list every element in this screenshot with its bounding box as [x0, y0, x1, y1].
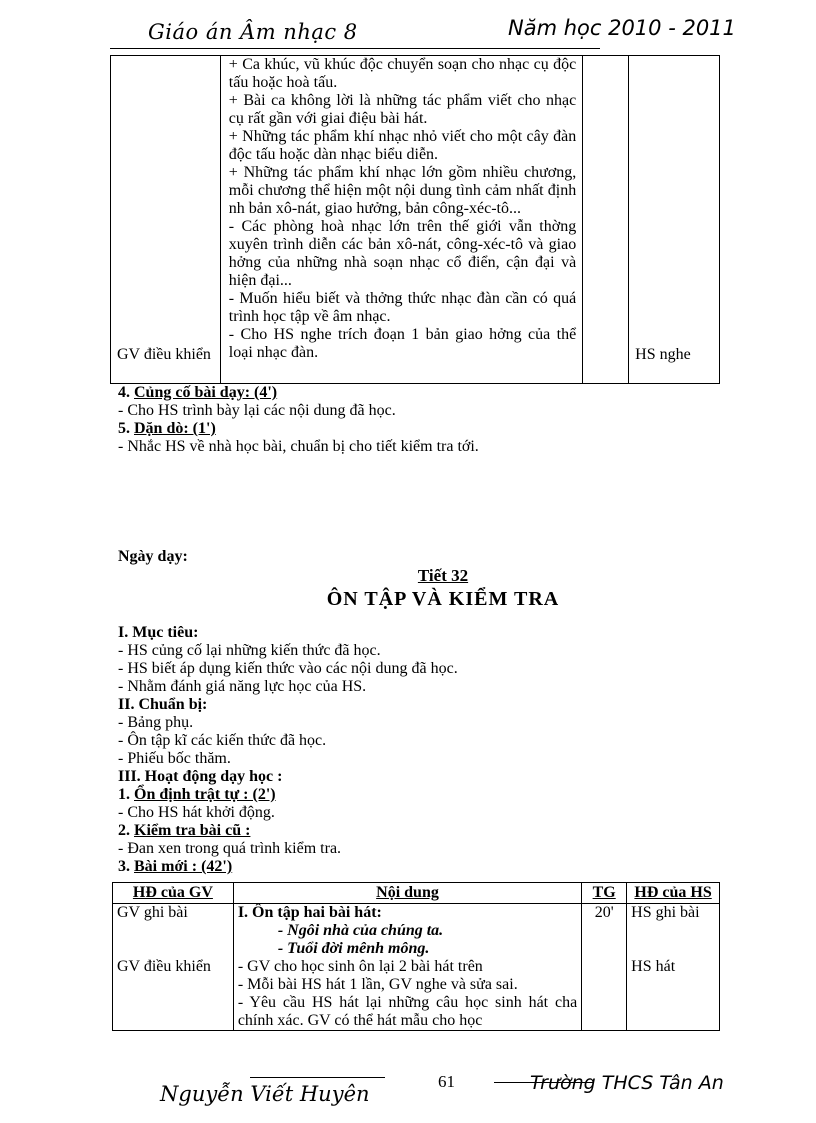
content-cell	[233, 904, 581, 1031]
hs-activity: HS hát	[631, 958, 676, 975]
step-3-heading: 3. Bài mới : (42')	[118, 858, 233, 875]
objective-line: - HS củng cố lại những kiến thức đã học.	[118, 642, 381, 659]
hs-cell	[627, 904, 720, 1031]
col-header-tg: TG	[582, 883, 627, 904]
lesson-title: ÔN TẬP VÀ KIỂM TRA	[326, 588, 560, 610]
section-4-heading: 4. Củng cố bài dạy: (4')	[118, 384, 278, 401]
section-5-heading: 5. Dặn dò: (1')	[118, 420, 216, 437]
objective-line: - Nhằm đánh giá năng lực học của HS.	[118, 678, 367, 695]
gv-activity: GV ghi bài	[117, 904, 188, 921]
step-2-line: - Đan xen trong quá trình kiểm tra.	[118, 840, 342, 857]
gv-activity: GV điều khiển	[117, 958, 211, 975]
teaching-date-label: Ngày dạy:	[118, 548, 188, 565]
lesson-activity-table	[112, 882, 720, 1031]
content-line: + Những tác phẩm khí nhạc nhỏ viết cho một cây đàn độc tấu hoặc dàn nhạc biểu diễn.	[228, 128, 577, 163]
content-title: I. Ôn tập hai bài hát:	[237, 904, 382, 921]
content-line: - Yêu cầu HS hát lại những câu học sinh hát cha chính xác. GV có thể hát mẫu cho học	[237, 994, 578, 1029]
page-number: 61	[438, 1072, 455, 1091]
hs-activity: HS nghe	[635, 346, 691, 363]
hs-activity: HS ghi bài	[631, 904, 700, 921]
gv-cell	[113, 904, 234, 1031]
preparation-line: - Ôn tập kĩ các kiến thức đã học.	[118, 732, 327, 749]
footer-divider	[250, 1077, 385, 1078]
content-line: - Cho HS nghe trích đoạn 1 bản giao hởng của thể loại nhạc đàn.	[228, 326, 577, 361]
preparation-heading: II. Chuẩn bị:	[118, 696, 208, 713]
table-row	[113, 904, 720, 1031]
preparation-line: - Bảng phụ.	[118, 714, 194, 731]
step-2-heading: 2. Kiểm tra bài cũ :	[118, 822, 251, 839]
header-school-year: Năm học 2010 - 2011	[508, 16, 736, 40]
activity-table-continued	[110, 55, 720, 384]
content-line: - Các phòng hoà nhạc lớn trên thế giới vẫn thờng xuyên trình diễn các bản xô-nát, công-xéc-tô và giao hởng của những nhà soạn nhạc cổ điển, cận đại và hiện đại...	[228, 218, 577, 289]
objective-line: - HS biết áp dụng kiến thức vào các nội dung đã học.	[118, 660, 458, 677]
header-divider	[110, 48, 600, 49]
preparation-line: - Phiếu bốc thăm.	[118, 750, 231, 767]
col-header-content: Nội dung	[233, 883, 581, 904]
table-header-row	[113, 883, 720, 904]
content-line: + Những tác phẩm khí nhạc lớn gồm nhiều chương, mỗi chương thể hiện một nội dung tình cảm nhất định nh bản xô-nát, giao hưởng, bản công-xéc-tô...	[228, 164, 577, 217]
activities-heading: III. Hoạt động dạy học :	[118, 768, 283, 785]
header-subject: Giáo án Âm nhạc 8	[148, 20, 358, 44]
gv-cell	[111, 56, 221, 384]
content-line: + Bài ca không lời là những tác phẩm viết cho nhạc cụ rất gần với giai điệu bài hát.	[228, 92, 577, 127]
song-title: - Tuổi đời mênh mông.	[277, 940, 430, 957]
col-header-hs: HĐ của HS	[627, 883, 720, 904]
table-row	[111, 56, 720, 384]
section-5-line: - Nhắc HS về nhà học bài, chuẩn bị cho tiết kiểm tra tới.	[118, 438, 479, 455]
content-line: + Ca khúc, vũ khúc độc chuyển soạn cho nhạc cụ độc tấu hoặc hoà tấu.	[228, 56, 577, 91]
lesson-number: Tiết 32	[417, 566, 469, 585]
tg-cell	[582, 904, 627, 1031]
objectives-heading: I. Mục tiêu:	[118, 624, 199, 641]
section-4-line: - Cho HS trình bày lại các nội dung đã học.	[118, 402, 396, 419]
gv-activity: GV điều khiển	[117, 346, 211, 363]
content-line: - Mỗi bài HS hát 1 lần, GV nghe và sửa sai.	[237, 976, 518, 993]
content-line: - Muốn hiểu biết và thởng thức nhạc đàn cần có quá trình học tập về âm nhạc.	[228, 290, 577, 325]
step-1-heading: 1. Ổn định trật tự : (2')	[118, 786, 276, 803]
content-cell	[220, 56, 582, 384]
song-title: - Ngôi nhà của chúng ta.	[277, 922, 444, 939]
content-line: - GV cho học sinh ôn lại 2 bài hát trên	[237, 958, 483, 975]
footer-author: Nguyễn Viết Huyên	[160, 1082, 370, 1106]
tg-cell	[583, 56, 629, 384]
step-1-line: - Cho HS hát khởi động.	[118, 804, 275, 821]
hs-cell	[629, 56, 720, 384]
footer-school: Trường THCS Tân An	[530, 1072, 724, 1094]
time-value: 20'	[594, 904, 614, 921]
col-header-gv: HĐ của GV	[113, 883, 234, 904]
